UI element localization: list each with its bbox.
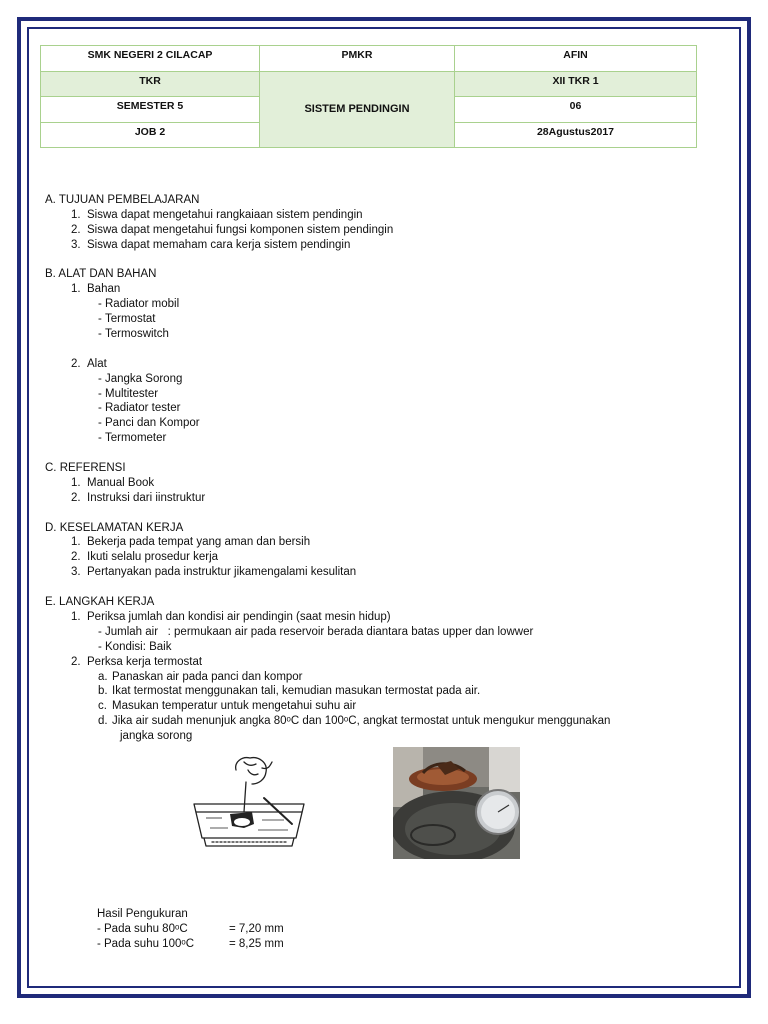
list-item: 2. Perksa kerja termostat: [71, 655, 203, 668]
document-body: [45, 193, 725, 744]
header-class: XII TKR 1: [455, 71, 697, 97]
list-item: - Kondisi: Baik: [98, 640, 172, 653]
section-title-alat-bahan: B. ALAT DAN BAHAN: [45, 268, 157, 281]
list-item: 3. Pertanyakan pada instruktur jikamengalami kesulitan: [71, 566, 357, 579]
header-job: JOB 2: [41, 122, 260, 148]
header-program: TKR: [41, 71, 260, 97]
list-item: 2. Ikuti selalu prosedur kerja: [71, 551, 219, 564]
list-item: a. Panaskan air pada panci dan kompor: [98, 670, 303, 683]
list-item-continuation: jangka sorong: [120, 730, 193, 743]
list-item: - Termometer: [98, 432, 167, 445]
results-title: Hasil Pengukuran: [97, 908, 188, 920]
header-table: [40, 45, 697, 148]
list-item: 1. Periksa jumlah dan kondisi air pendingin (saat mesin hidup): [71, 610, 391, 623]
header-subject: PMKR: [260, 46, 455, 72]
list-item: d. Jika air sudah menunjuk angka 80ᵒC dan 100ᵒC, angkat termostat untuk mengukur menggunakan: [98, 715, 611, 728]
list-item: - Radiator tester: [98, 402, 181, 415]
section-title-keselamatan: D. KESELAMATAN KERJA: [45, 521, 184, 534]
list-item: - Multitester: [98, 387, 159, 400]
section-title-tujuan: A. TUJUAN PEMBELAJARAN: [45, 194, 200, 206]
list-item: - Termostat: [98, 313, 156, 326]
list-item: - Radiator mobil: [98, 298, 180, 311]
header-school: SMK NEGERI 2 CILACAP: [41, 46, 260, 72]
section-title-langkah: E. LANGKAH KERJA: [45, 596, 155, 609]
header-date: 28Agustus2017: [455, 122, 697, 148]
list-item: - Panci dan Kompor: [98, 417, 200, 430]
result-row: - Pada suhu 80ᵒC = 7,20 mm: [97, 923, 284, 935]
list-item: 2. Alat: [71, 357, 107, 370]
list-item: b. Ikat termostat menggunakan tali, kemudian masukan termostat pada air.: [98, 685, 481, 698]
list-item: 1. Manual Book: [71, 476, 155, 489]
list-item: 1. Siswa dapat mengetahui rangkaiaan sistem pendingin: [71, 208, 363, 221]
measurement-results: [97, 907, 284, 952]
list-item: - Termoswitch: [98, 328, 169, 341]
list-item: 3. Siswa dapat memaham cara kerja sistem pendingin: [71, 238, 351, 251]
list-item: 2. Instruksi dari iinstruktur: [71, 491, 206, 504]
list-item: - Jangka Sorong: [98, 372, 183, 385]
result-row: - Pada suhu 100ᵒC = 8,25 mm: [97, 938, 284, 950]
list-item: 1. Bekerja pada tempat yang aman dan bersih: [71, 536, 311, 549]
thermostat-pan-illustration: [192, 752, 312, 852]
thermostat-stove-photo: [393, 747, 520, 859]
list-item: - Jumlah air : permukaan air pada reservoir berada diantara batas upper dan lowwer: [98, 625, 534, 638]
header-number: 06: [455, 97, 697, 123]
header-name: AFIN: [455, 46, 697, 72]
list-item: c. Masukan temperatur untuk mengetahui suhu air: [98, 700, 357, 713]
header-topic: SISTEM PENDINGIN: [260, 71, 455, 148]
list-item: 1. Bahan: [71, 283, 121, 296]
section-title-referensi: C. REFERENSI: [45, 462, 126, 475]
header-semester: SEMESTER 5: [41, 97, 260, 123]
list-item: 2. Siswa dapat mengetahui fungsi komponen sistem pendingin: [71, 223, 394, 236]
